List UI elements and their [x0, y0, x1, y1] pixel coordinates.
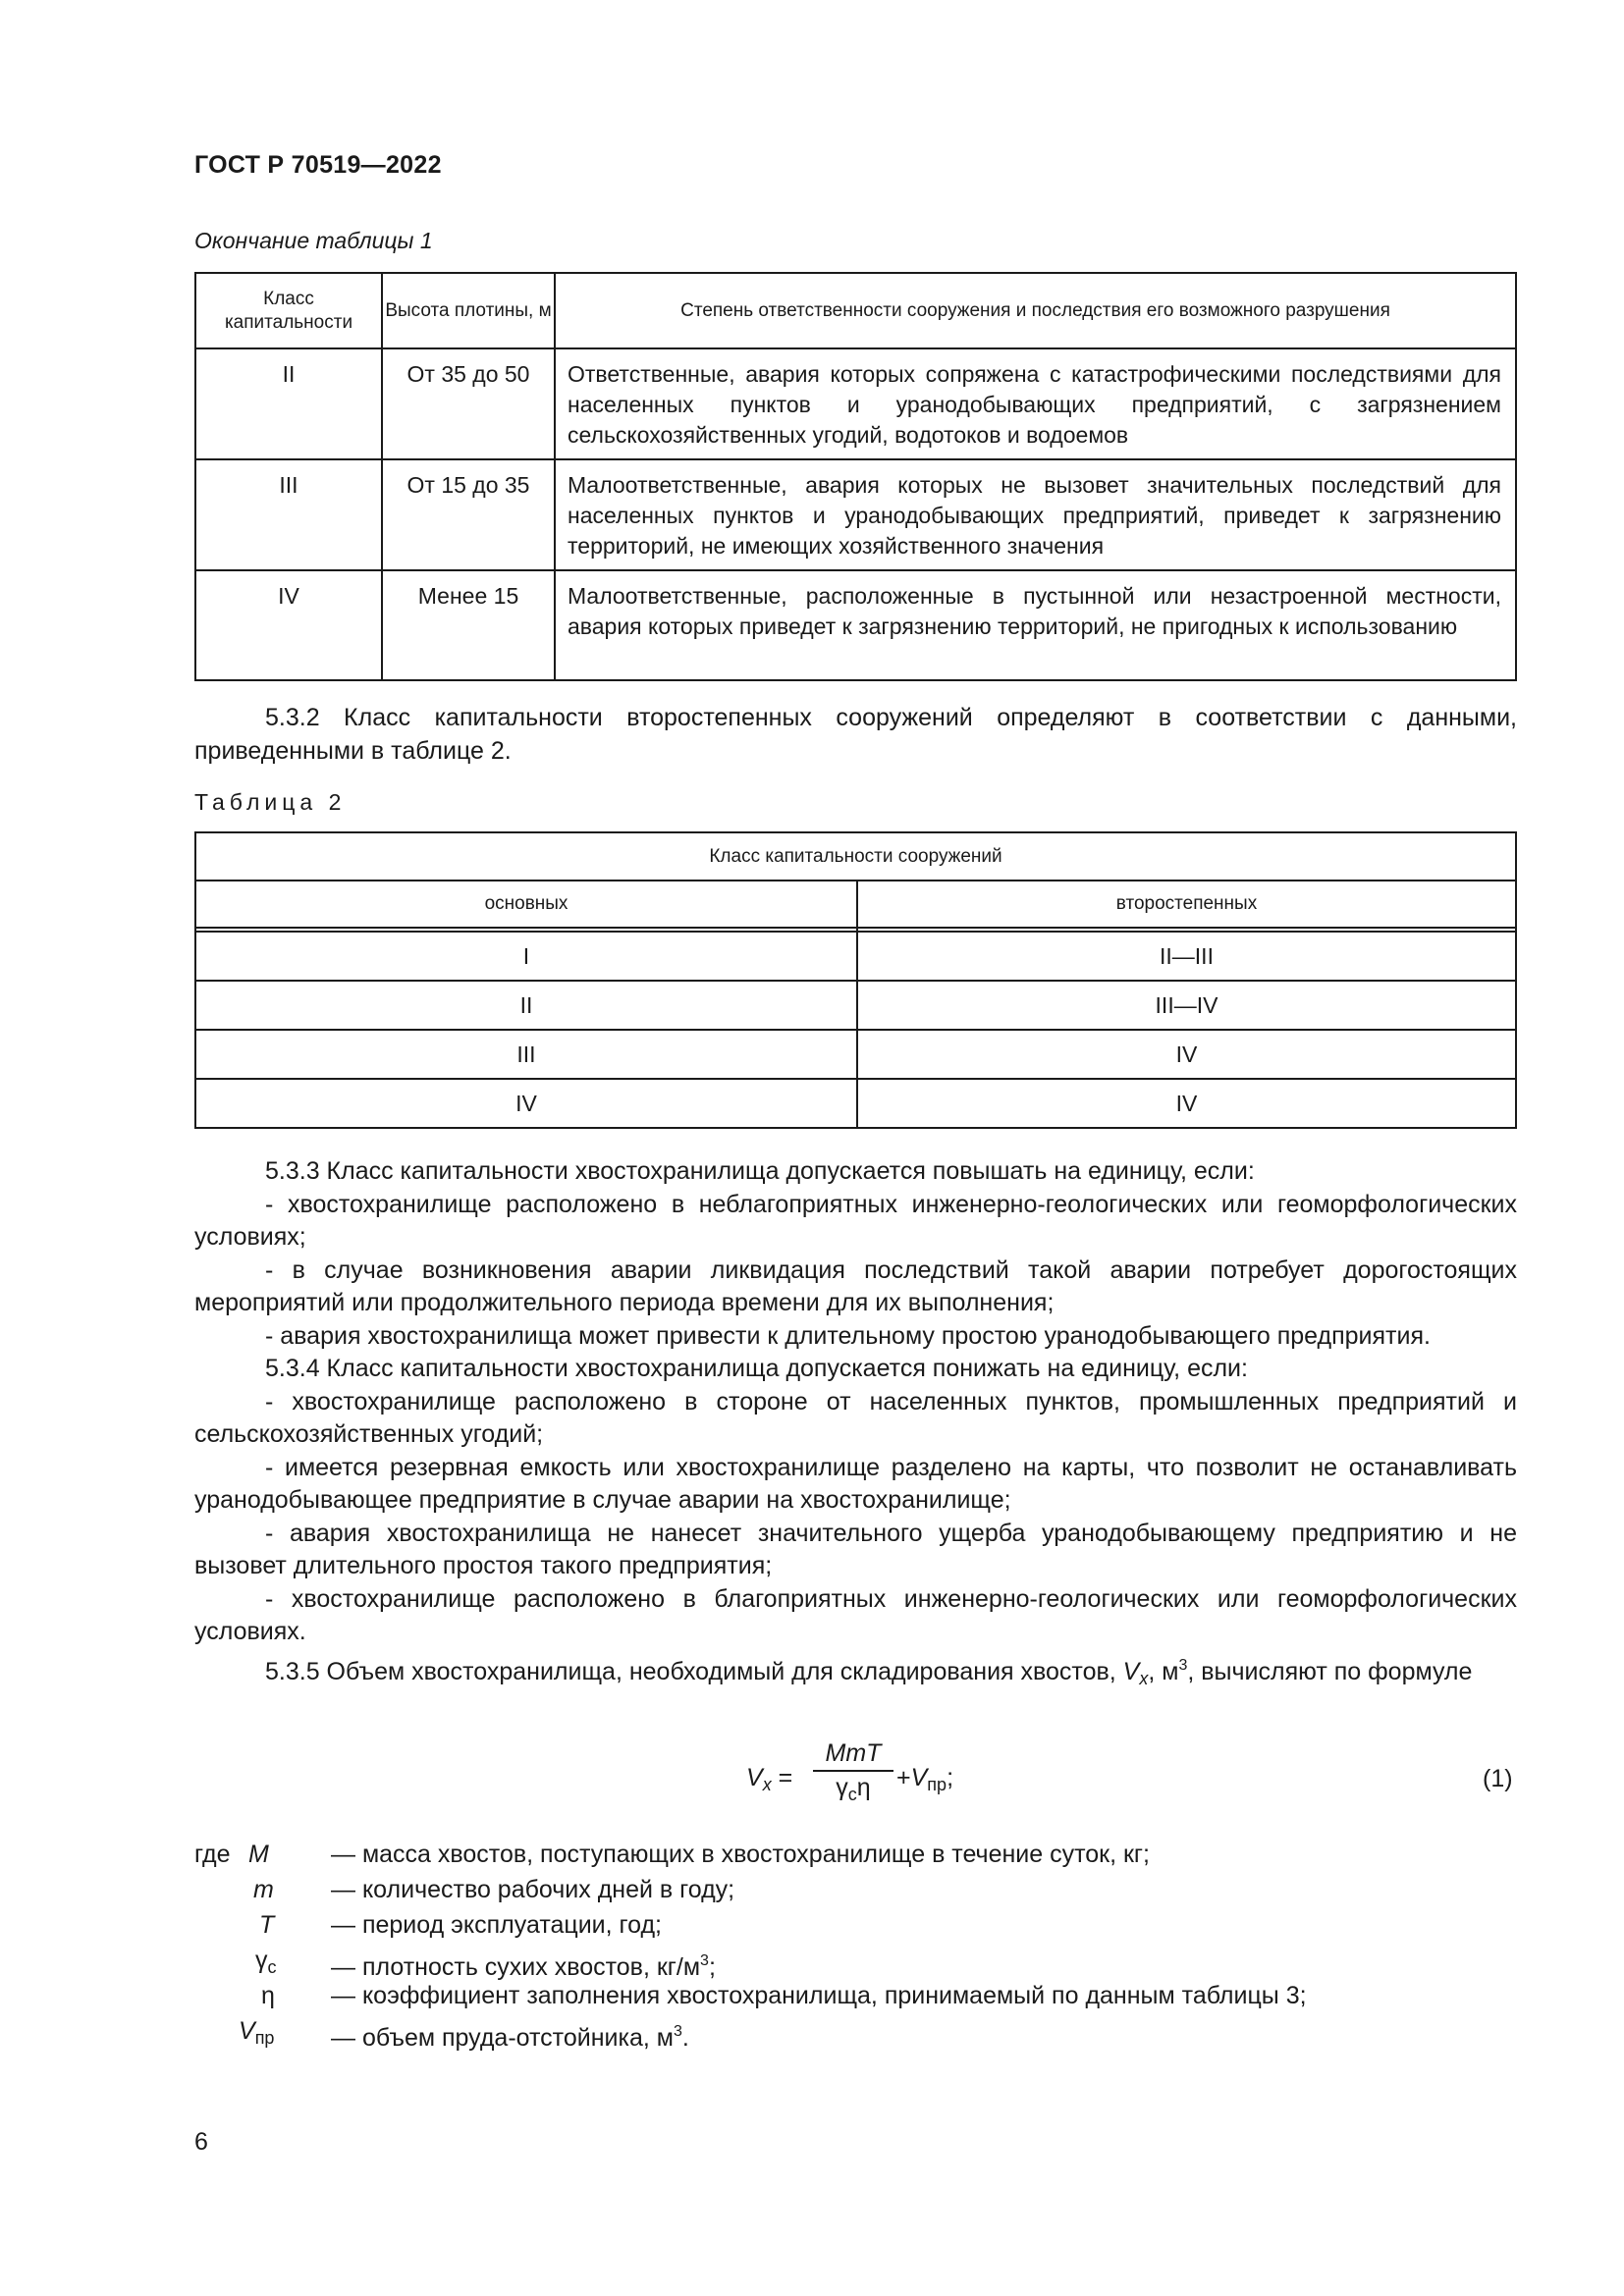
- list-item: - имеется резервная емкость или хвостохранилище разделено на карты, что позволит не останавливать уранодобывающее предприятие в случае аварии на хвостохранилище;: [194, 1453, 1517, 1514]
- height-cell: От 35 до 50: [382, 348, 555, 459]
- symbol-subscript: пр: [254, 2028, 275, 2048]
- definition-text: — масса хвостов, поступающих в хвостохранилище в течение суток, кг;: [331, 1841, 1150, 1868]
- table-cell: III—IV: [857, 981, 1516, 1030]
- formula-symbol: γ: [836, 1774, 848, 1801]
- text-span: ;: [708, 1953, 716, 1981]
- formula-fraction: [813, 1739, 893, 1805]
- definition-text: — количество рабочих дней в году;: [331, 1876, 735, 1903]
- table-header-row: [195, 273, 1516, 348]
- table-row: [195, 348, 1516, 459]
- formula-plus: +: [896, 1764, 911, 1791]
- list-item: - авария хвостохранилища может привести к длительному простою уранодобывающего предприятия.: [265, 1321, 1431, 1350]
- table-header-row: [195, 832, 1516, 881]
- table-1: [194, 272, 1517, 681]
- class-cell: II: [195, 348, 382, 459]
- formula-subscript: пр: [927, 1775, 947, 1794]
- var-subscript: x: [1139, 1668, 1149, 1688]
- height-cell: От 15 до 35: [382, 459, 555, 570]
- list-item: - в случае возникновения аварии ликвидация последствий такой аварии потребует дорогостоящих мероприятий или продолжительного периода времени для их выполнения;: [194, 1255, 1517, 1316]
- height-cell: Менее 15: [382, 570, 555, 680]
- table-cell: I: [195, 932, 857, 981]
- section-5-3-5-text: [194, 1649, 1517, 1696]
- definition-text: — коэффициент заполнения хвостохранилища, принимаемый по данным таблицы 3;: [331, 1982, 1307, 2009]
- formula-punct: ;: [947, 1764, 954, 1791]
- class-cell: III: [195, 459, 382, 570]
- description-cell: Малоответственные, авария которых не вызовет значительных последствий для населенных пунктов и уранодобывающих предприятий, приведет к загрязнению территорий, не имеющих хозяйственного значения: [555, 459, 1516, 570]
- section-5-3-4-intro: 5.3.4 Класс капитальности хвостохранилища допускается понижать на единицу, если:: [265, 1355, 1248, 1382]
- definition-text: [331, 2014, 689, 2056]
- unit-superscript: 3: [1178, 1656, 1188, 1674]
- table-header-cell: Класс капитальности сооружений: [195, 832, 1516, 881]
- paragraph-5-3-2: [194, 702, 1517, 768]
- table-cell: IV: [857, 1030, 1516, 1079]
- definition-symbol: [259, 1908, 274, 1943]
- text-span: 5.3.5 Объем хвостохранилища, необходимый для складирования хвостов,: [265, 1657, 1123, 1685]
- formula-equals: =: [771, 1764, 793, 1791]
- formula-rhs: [896, 1764, 953, 1795]
- formula-symbol: η: [856, 1774, 871, 1801]
- table-subheader-row: [195, 881, 1516, 928]
- body-text: [194, 1155, 1517, 1695]
- table-cell: IV: [195, 1079, 857, 1128]
- text-span: — плотность сухих хвостов, кг/м: [331, 1953, 701, 1981]
- table-row: [195, 932, 1516, 981]
- table-row: [195, 1030, 1516, 1079]
- table-header-cell: основных: [195, 881, 857, 928]
- table-row: [195, 570, 1516, 680]
- fraction-numerator: MmT: [813, 1739, 893, 1772]
- section-5-3-3-intro: 5.3.3 Класс капитальности хвостохранилища допускается повышать на единицу, если:: [265, 1157, 1255, 1185]
- definition-text: — период эксплуатации, год;: [331, 1911, 662, 1939]
- standard-header: ГОСТ Р 70519—2022: [194, 151, 442, 179]
- formula-lhs: [746, 1764, 792, 1795]
- var-symbol: V: [1122, 1657, 1140, 1685]
- formula-subscript: c: [847, 1785, 857, 1804]
- where-label: где: [194, 1841, 231, 1868]
- text-span: .: [681, 2024, 689, 2052]
- class-cell: IV: [195, 570, 382, 680]
- definition-symbol: [248, 1838, 269, 1872]
- text-span: , м: [1148, 1657, 1179, 1685]
- paragraph-text: 5.3.2 Класс капитальности второстепенных сооружений определяют в соответствии с данными, приведенными в таблице 2.: [194, 704, 1517, 765]
- definition-symbol: [253, 1873, 274, 1907]
- text-span: — объем пруда-отстойника, м: [331, 2024, 674, 2052]
- symbol-text: m: [253, 1876, 274, 1903]
- symbol-text: V: [239, 2017, 255, 2045]
- table-2: [194, 831, 1517, 1129]
- table-header-cell: Степень ответственности сооружения и последствия его возможного разрушения: [555, 273, 1516, 348]
- symbol-text: M: [248, 1841, 269, 1868]
- unit-superscript: 3: [673, 2023, 682, 2040]
- formula-subscript: x: [762, 1775, 772, 1794]
- list-item: - авария хвостохранилища не нанесет значительного ущерба уранодобывающему предприятию и не вызовет длительного простоя такого предприятия;: [194, 1519, 1517, 1579]
- table-header-cell: Высота плотины, м: [382, 273, 555, 348]
- list-item: - хвостохранилище расположено в неблагоприятных инженерно-геологических или геоморфологических условиях;: [194, 1190, 1517, 1251]
- description-cell: Малоответственные, расположенные в пустынной или незастроенной местности, авария которых приведет к загрязнению территорий, не пригодных к использованию: [555, 570, 1516, 680]
- description-cell: Ответственные, авария которых сопряжена с катастрофическими последствиями для населенных пунктов и уранодобывающих предприятий, с загрязнением сельскохозяйственных угодий, водотоков и водоемов: [555, 348, 1516, 459]
- page-number: 6: [194, 2128, 208, 2156]
- table-cell: II—III: [857, 932, 1516, 981]
- definition-symbol: [261, 1979, 275, 2013]
- equation-number: (1): [1483, 1765, 1513, 1792]
- formula-symbol: V: [910, 1764, 928, 1791]
- symbol-subscript: c: [267, 1957, 277, 1977]
- list-item: - хвостохранилище расположено в стороне от населенных пунктов, промышленных предприятий и сельскохозяйственных угодий;: [194, 1387, 1517, 1448]
- text-span: , вычисляют по формуле: [1187, 1657, 1473, 1685]
- symbol-text: η: [261, 1982, 275, 2009]
- table-row: [195, 981, 1516, 1030]
- table-cell: II: [195, 981, 857, 1030]
- list-item: - хвостохранилище расположено в благоприятных инженерно-геологических или геоморфологических условиях.: [194, 1584, 1517, 1645]
- symbol-text: T: [259, 1911, 275, 1939]
- table-header-cell: второстепенных: [857, 881, 1516, 928]
- table1-caption: Окончание таблицы 1: [194, 228, 433, 253]
- table-row: [195, 1079, 1516, 1128]
- formula-symbol: V: [746, 1764, 763, 1791]
- table-cell: IV: [857, 1079, 1516, 1128]
- unit-superscript: 3: [700, 1952, 709, 1969]
- table-cell: III: [195, 1030, 857, 1079]
- table2-caption: Таблица 2: [194, 789, 347, 815]
- table-row: [195, 459, 1516, 570]
- symbol-text: γ: [255, 1947, 268, 1974]
- fraction-denominator: [813, 1772, 893, 1805]
- table-header-cell: Класс капитальности: [195, 273, 382, 348]
- definition-symbol: [239, 2014, 274, 2056]
